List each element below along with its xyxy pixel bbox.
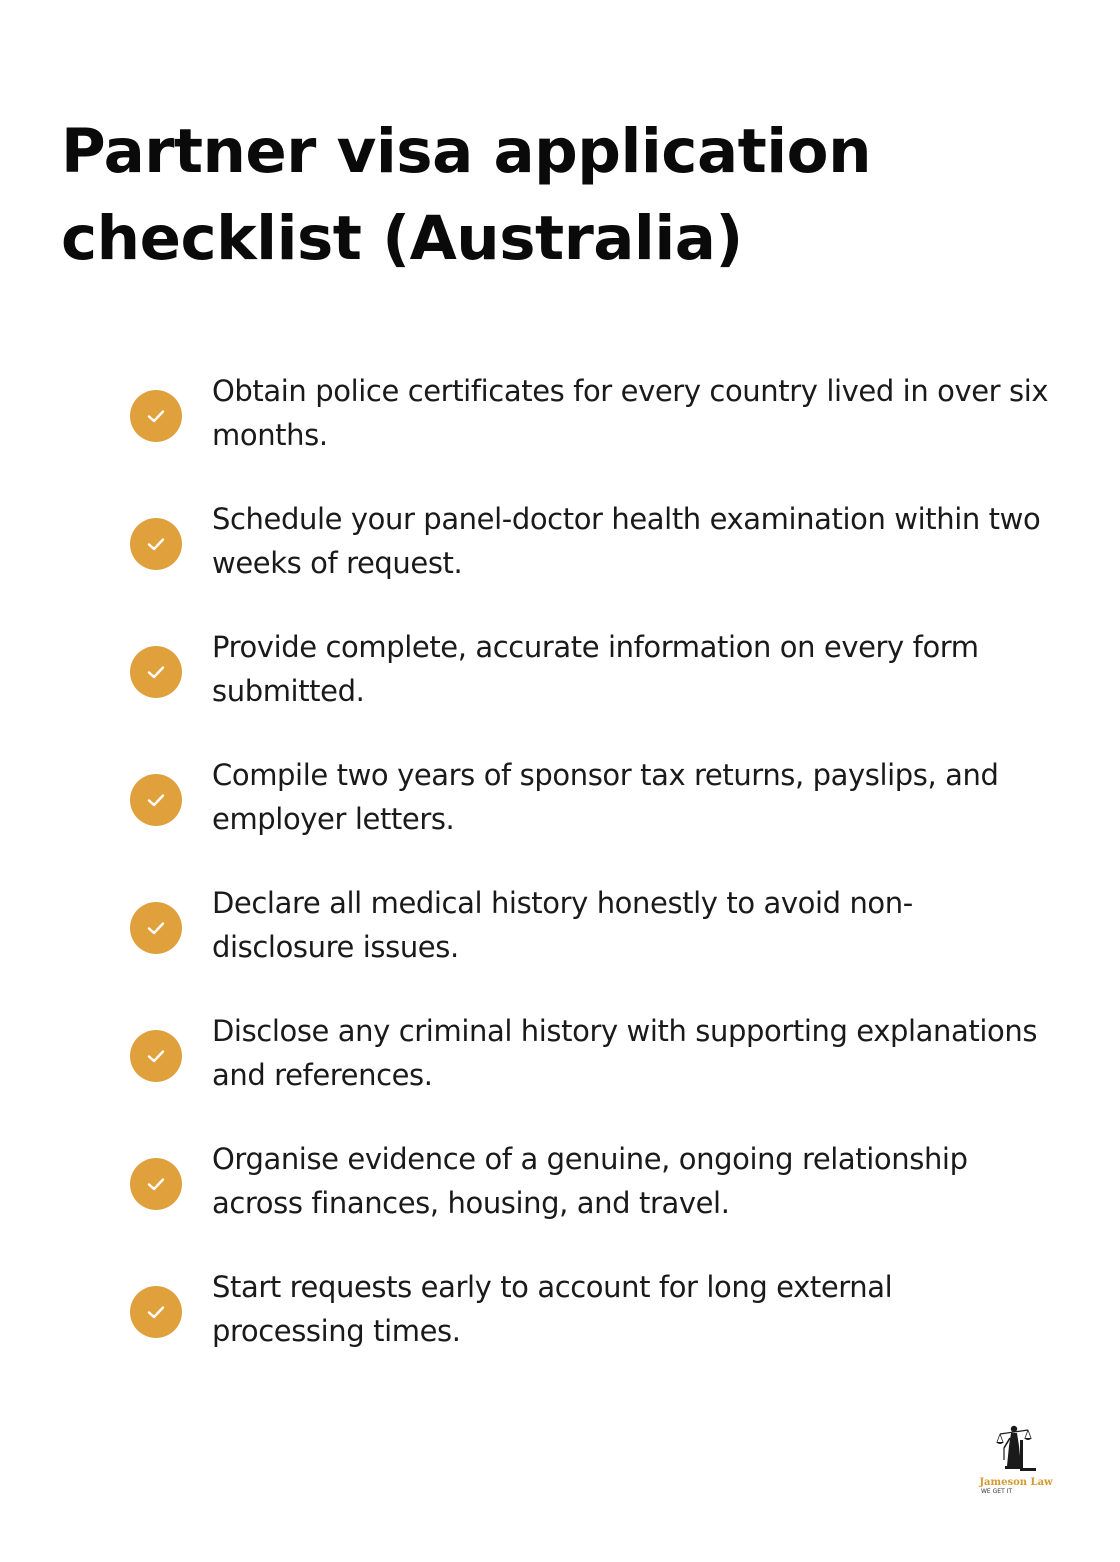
checklist-item-text: Organise evidence of a genuine, ongoing relationship across finances, housing, and travel. — [212, 1142, 968, 1220]
checklist-item — [130, 625, 1060, 725]
lady-justice-logo-icon — [994, 1422, 1038, 1476]
checklist-item-text: Start requests early to account for long external processing times. — [212, 1270, 893, 1348]
brand-name: Jameson Law — [979, 1477, 1053, 1488]
checklist-item — [130, 753, 1060, 853]
checkmark-icon — [130, 1286, 182, 1338]
checkmark-icon — [130, 390, 182, 442]
checklist-item-text: Disclose any criminal history with supporting explanations and references. — [212, 1014, 1038, 1092]
checkmark-icon — [130, 1030, 182, 1082]
checklist-item-text: Declare all medical history honestly to avoid non-disclosure issues. — [212, 886, 913, 964]
checkmark-icon — [130, 902, 182, 954]
checklist-item-text: Obtain police certificates for every country lived in over six months. — [212, 374, 1049, 452]
checkmark-icon — [130, 774, 182, 826]
checklist-item — [130, 1009, 1060, 1109]
checklist-item-text: Schedule your panel-doctor health examination within two weeks of request. — [212, 502, 1041, 580]
checklist-item — [130, 497, 1060, 597]
checklist-item — [130, 1265, 1060, 1365]
checkmark-icon — [130, 1158, 182, 1210]
checklist-item — [130, 369, 1060, 469]
checkmark-icon — [130, 646, 182, 698]
page-title: Partner visa application checklist (Australia) — [61, 116, 872, 274]
brand-logo — [976, 1422, 1056, 1502]
brand-tagline: WE GET IT — [981, 1488, 1013, 1495]
checkmark-icon — [130, 518, 182, 570]
checklist-item-text: Compile two years of sponsor tax returns, payslips, and employer letters. — [212, 758, 999, 836]
checklist-item — [130, 881, 1060, 981]
checklist-item-text: Provide complete, accurate information on every form submitted. — [212, 630, 979, 708]
checklist-item — [130, 1137, 1060, 1237]
